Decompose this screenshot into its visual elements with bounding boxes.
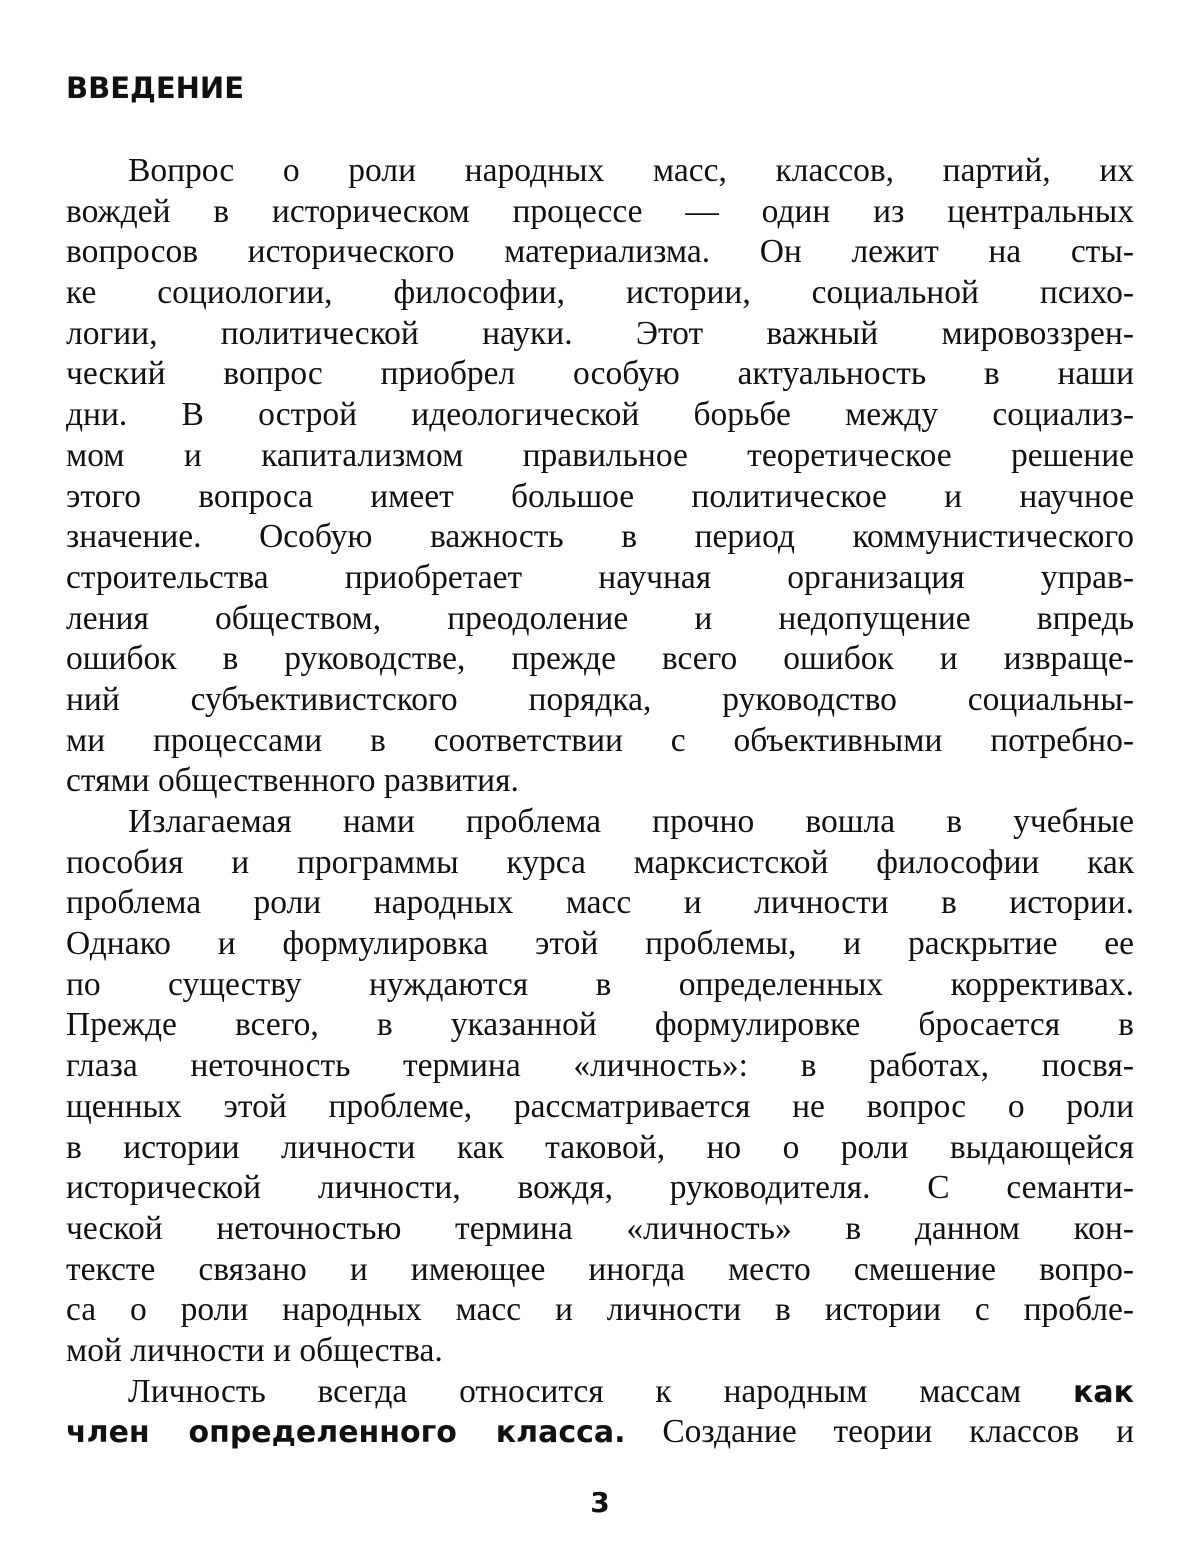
text-line: в истории личности как таковой, но о роли выдающейся: [66, 1128, 1134, 1166]
text-line: ке социологии, философии, истории, социальной психо-: [66, 274, 1134, 312]
text-line: проблема роли народных масс и личности в истории.: [66, 884, 1134, 922]
text-fragment: Создание теории классов и: [662, 1413, 1134, 1451]
text-line: мой личности и общества.: [66, 1331, 443, 1369]
text-line: ления обществом, преодоление и недопущение впредь: [66, 599, 1134, 637]
text-line: стями общественного развития.: [66, 762, 519, 800]
text-line: Излагаемая нами проблема прочно вошла в учебные: [128, 803, 1134, 840]
text-line: вопросов исторического материализма. Он лежит на сты-: [66, 233, 1134, 271]
text-line: мом и капитализмом правильное теоретическое решение: [66, 436, 1134, 474]
text-line: са о роли народных масс и личности в истории с пробле-: [66, 1291, 1134, 1329]
text-line: по существу нуждаются в определенных коррективах.: [66, 965, 1134, 1003]
text-line: ческий вопрос приобрел особую актуальность в наши: [66, 355, 1134, 393]
text-line: ний субъективистского порядка, руководство социальны-: [66, 680, 1134, 718]
bold-fragment: как: [1073, 1374, 1134, 1410]
text-line: ошибок в руководстве, прежде всего ошибок и извраще-: [66, 640, 1134, 678]
text-line: вождей в историческом процессе — один из центральных: [66, 192, 1134, 230]
bold-fragment: член определенного класса.: [66, 1415, 626, 1451]
text-line: ми процессами в соответствии с объективными потребно-: [66, 721, 1134, 759]
text-line: ческой неточностью термина «личность» в данном кон-: [66, 1209, 1134, 1247]
text-fragment: Личность всегда относится к народным массам: [128, 1372, 1022, 1410]
text-line-mixed: [66, 1412, 1134, 1453]
text-line: щенных этой проблеме, рассматривается не вопрос о роли: [66, 1087, 1134, 1125]
text-line: значение. Особую важность в период коммунистического: [66, 518, 1134, 556]
text-line: строительства приобретает научная организация управ-: [66, 558, 1134, 596]
text-line: пособия и программы курса марксистской философии как: [66, 843, 1134, 881]
text-line: глаза неточность термина «личность»: в работах, посвя-: [66, 1047, 1134, 1085]
text-line: этого вопроса имеет большое политическое и научное: [66, 477, 1134, 515]
text-line: логии, политической науки. Этот важный мировоззрен-: [66, 314, 1134, 352]
text-line: Однако и формулировка этой проблемы, и раскрытие ее: [66, 925, 1134, 963]
chapter-heading: ВВЕДЕНИЕ: [66, 71, 245, 105]
text-line: дни. В острой идеологической борьбе между социализ-: [66, 396, 1134, 434]
text-line: исторической личности, вождя, руководителя. С семанти-: [66, 1169, 1134, 1207]
body-text: [66, 151, 1134, 1453]
text-line: Прежде всего, в указанной формулировке бросается в: [66, 1006, 1134, 1044]
text-line: Вопрос о роли народных масс, классов, партий, их: [128, 152, 1134, 189]
text-line-mixed: [66, 1372, 1134, 1413]
text-line: тексте связано и имеющее иногда место смешение вопро-: [66, 1250, 1134, 1288]
page-number: 3: [590, 1486, 610, 1519]
